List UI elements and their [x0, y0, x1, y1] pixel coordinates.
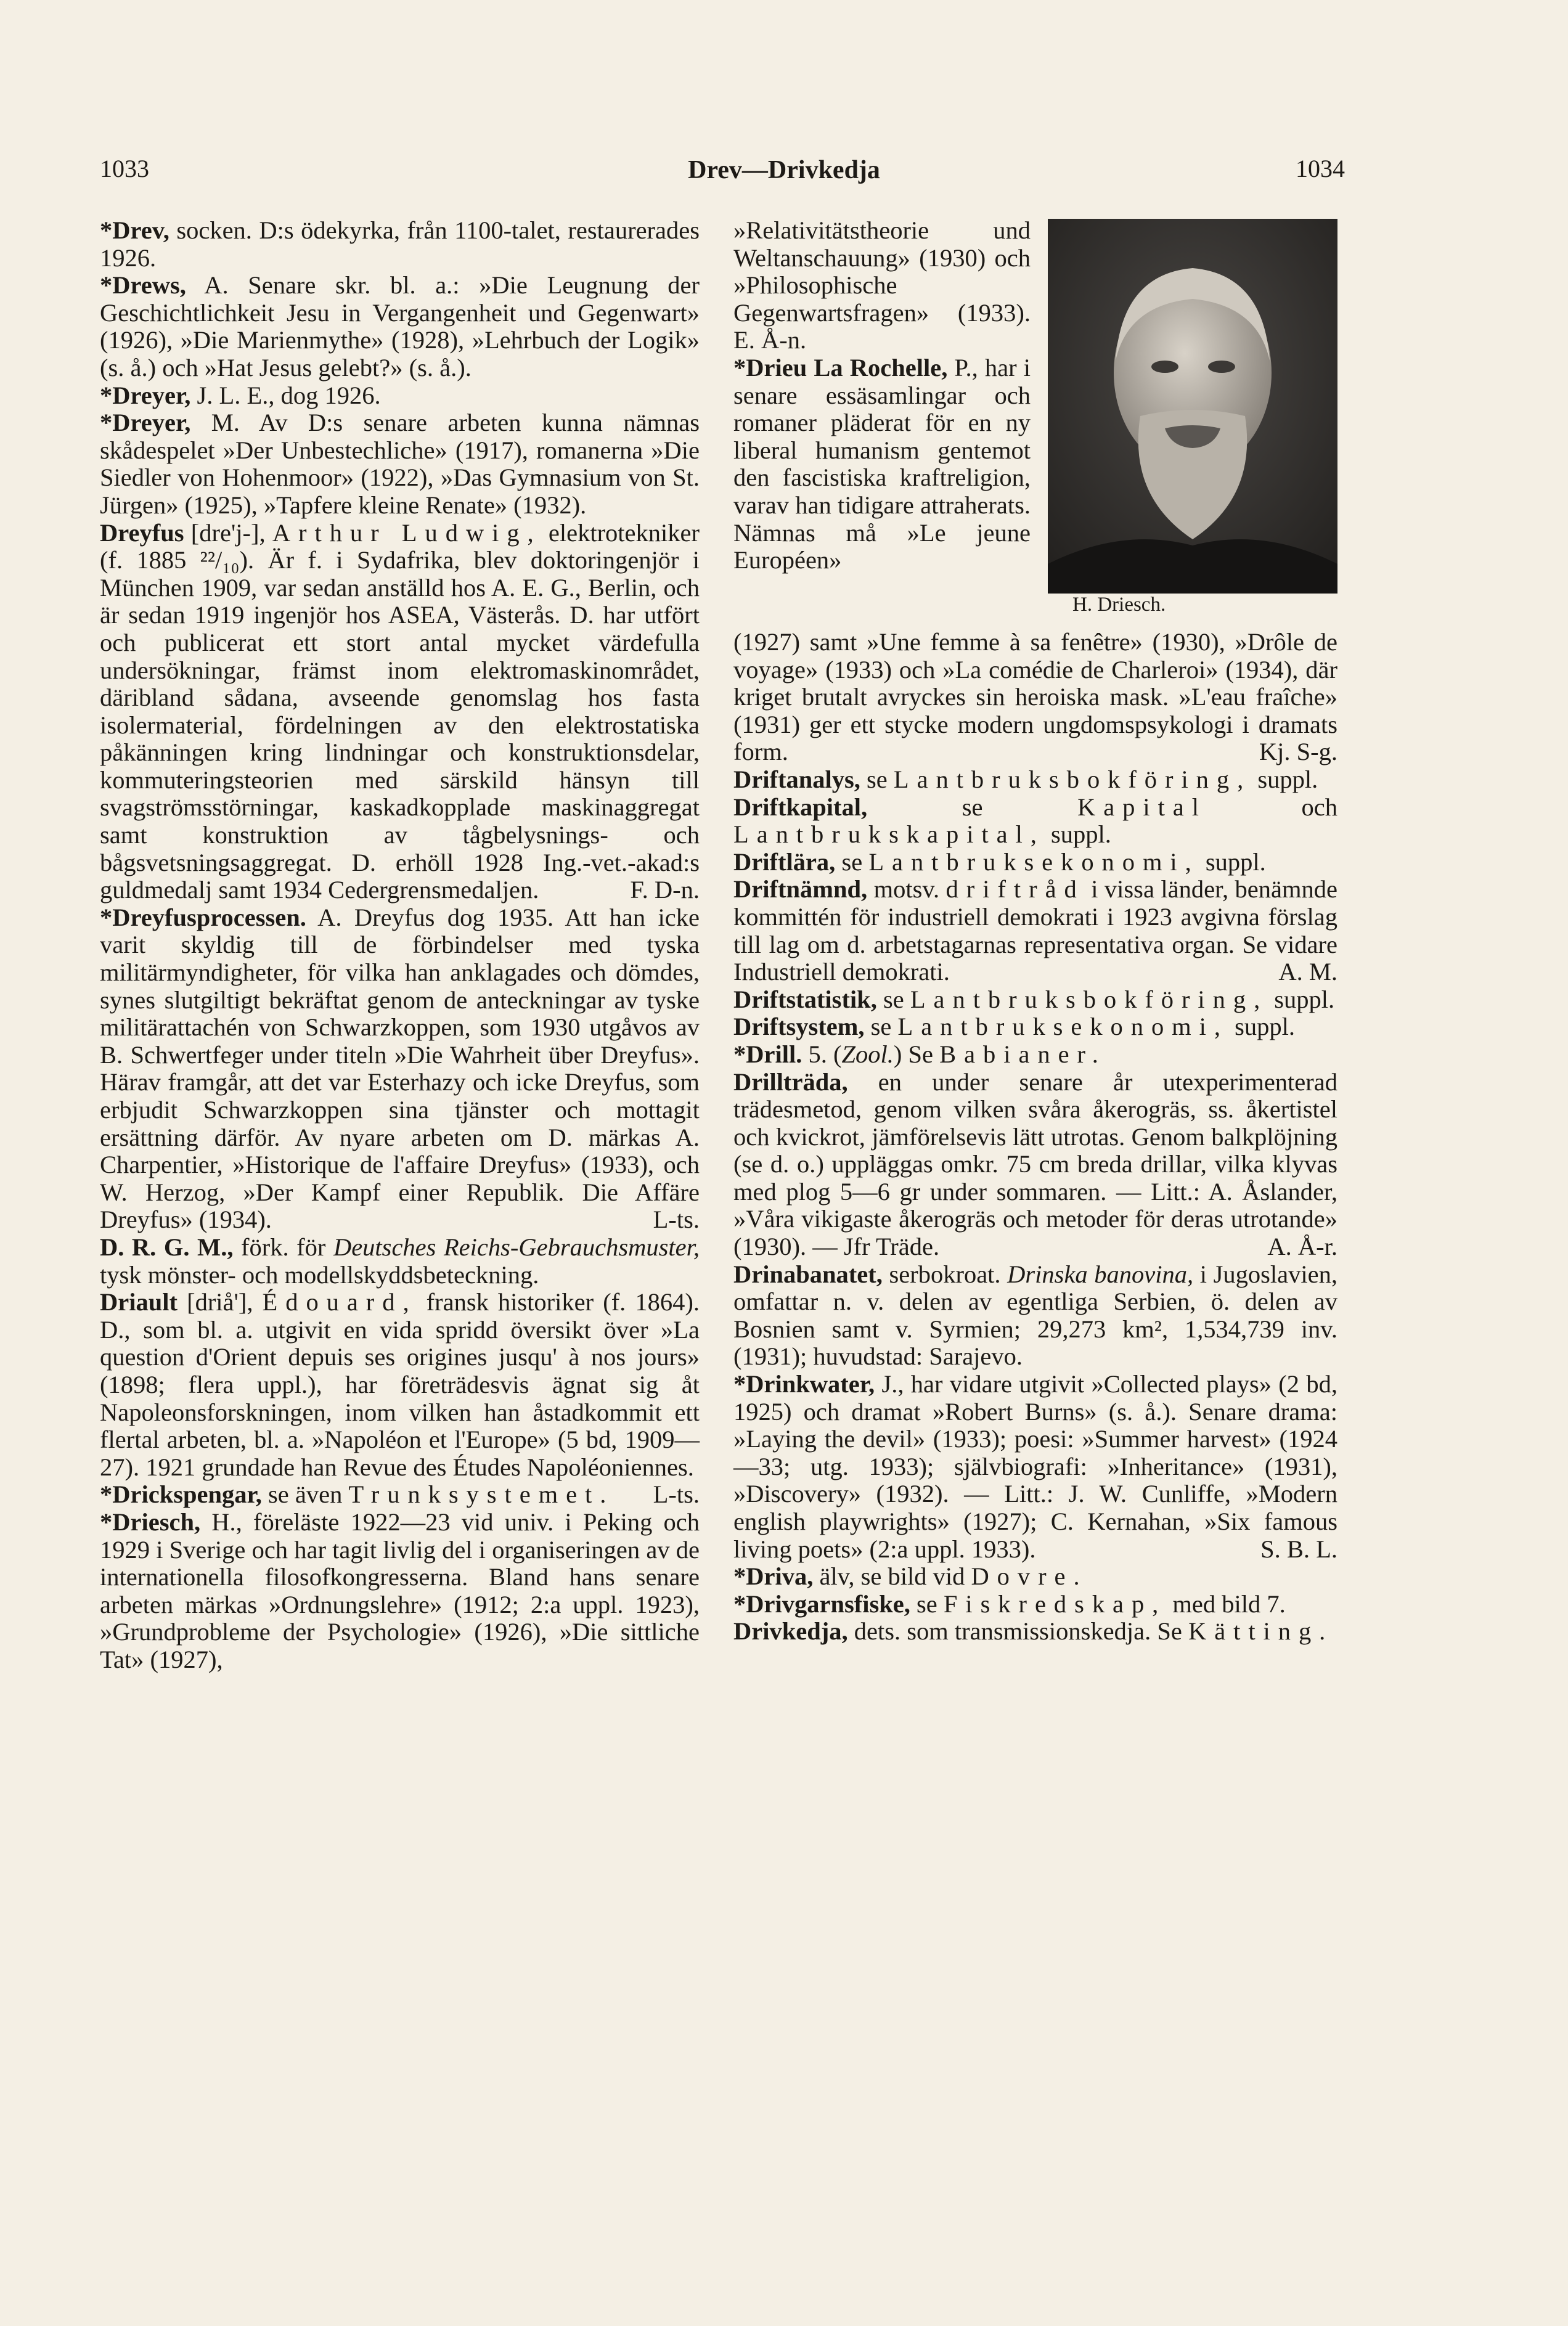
entry-body: J., har vidare utgivit »Collected plays» (2 bd, 1925) och dramat »Robert Burns» (s. å.). Senare drama: »Laying the devil» (1933); poesi: »Summer harvest» (1924—33; utg. 1933); självbiografi: »Inheritance» (1931), »Discovery» (1932). — Litt.: J. W. Cunliffe, »Modern english playwrights» (1927); C. Kernahan, »Six famous living poets» (2:a uppl. 1933). [733, 1370, 1337, 1563]
entry-spaced: Babianer. [939, 1040, 1106, 1068]
entry-head: *Driesch, [100, 1508, 201, 1536]
entry-head: Driftanalys, [733, 765, 860, 793]
entry-body: i Jugoslavien, omfattar n. v. delen av egentliga Serbien, ö. delen av Bosnien samt v. Syrmien; 29,273 km², 1,534,739 inv. (1931); huvudstad: Sarajevo. [733, 1260, 1337, 1371]
entry-body: suppl. [1268, 985, 1335, 1013]
entry [733, 1013, 1337, 1041]
entry-body: en under senare år utexperimenterad trädesmetod, genom vilken svåra åkerogräs, ss. åkertistel och kvickrot, jämförelsevis lätt utrotas. Genom balkplöjning (se d. o.) uppläggas omkr. 75 cm breda drillar, vilka klyvas med plog 5—6 gr under sommaren. — Litt.: A. Åslander, »Våra vikigaste åkerogräs och metoder för deras utrotande» (1930). — Jfr Träde. [733, 1067, 1337, 1261]
entry [733, 794, 1337, 849]
entry [733, 986, 1337, 1014]
entry-body: A. Dreyfus dog 1935. Att han icke varit skyldig till de förbindelser med tyska militärmyndigheter, för vilka han anklagades och dömdes, synes slutgiltigt bekräftat genom de anteckningar av tyske militärattachén von Schwarzkoppen, som 1930 utgåvos av B. Schwertfeger under titeln »Die Wahrheit über Dreyfus». Härav framgår, att det var Esterhazy och icke Dreyfus, som erbjudit Schwarzkoppen sina tjänster och mottagit ersättning därför. Av nyare arbeten om D. märkas A. Charpentier, »Historique de l'affaire Dreyfus» (1933), och W. Herzog, »Der Kampf einer Republik. Die Affäre Dreyfus» (1934). [100, 903, 700, 1234]
entry-body: P., har i senare essäsamlingar och romaner pläderat för en ny liberal humanism gentemot den fascistiska kraftreligion, varav han tidigare attraherats. Nämnas må »Le jeune Européen» [733, 353, 1031, 574]
entry-text: serbokroat. [882, 1260, 1008, 1288]
entry-text: och [1206, 793, 1337, 821]
entry-spaced: Trunksystemet. [348, 1480, 615, 1509]
entry [733, 1041, 1337, 1069]
entry [733, 849, 1337, 876]
entry [100, 520, 700, 904]
entry-text: [driå'], [178, 1288, 263, 1316]
entry-text: ) Se [893, 1040, 940, 1068]
entry-head: Driftsystem, [733, 1013, 865, 1041]
entry [733, 354, 1031, 574]
author-signature: L-ts. [653, 1206, 700, 1234]
entry [733, 1591, 1337, 1618]
entry-text: förk. för [233, 1233, 333, 1261]
entry-head: Drinabanatet, [733, 1260, 883, 1288]
entry-text: 5. ( [802, 1040, 842, 1068]
entry-spaced: Arthur Ludwig, [272, 518, 542, 547]
entry [733, 1261, 1337, 1371]
entry-head: Driftnämnd, [733, 875, 868, 904]
entry-body: med bild 7. [1166, 1589, 1286, 1618]
entry-head: Driftlära, [733, 847, 836, 876]
entry-text: se [876, 985, 910, 1013]
entry [733, 1069, 1337, 1261]
entry-body: fransk historiker (f. 1864). D., som bl. a. utgivit en vida spridd översikt över »La question d'Orient depuis ses origines jusqu' à nos jours» (1898; flera uppl.), har företrädesvis ägnat sig åt Napoleonsforskningen, inom vilken han åstadkommit ett flertal arbeten, bl. a. »Napoléon et l'Europe» (5 bd, 1909—27). 1921 grundade han Revue des Études Napoléoniennes. [100, 1288, 700, 1481]
author-signature: S. B. L. [1260, 1535, 1337, 1563]
entry-spaced: Dovre. [971, 1562, 1088, 1591]
entry [100, 904, 700, 1234]
running-title: Drev—Drivkedja [688, 156, 880, 184]
continued-text: »Relativitätstheorie und Weltanschauung» (1930) och »Philosophische Gegenwartsfragen» (1933). E. Å-n. [733, 216, 1031, 354]
entry-head: *Drews, [100, 271, 186, 300]
entry [100, 1234, 700, 1289]
author-signature: A. M. [1278, 958, 1337, 986]
entry [100, 272, 700, 382]
entry-body: suppl. [1251, 765, 1318, 793]
page-number-right: 1034 [1296, 155, 1345, 182]
portrait-photo [1048, 219, 1337, 594]
page-number-left: 1033 [100, 155, 149, 182]
entry [100, 382, 700, 410]
entry [100, 409, 700, 519]
entry [733, 876, 1337, 985]
entry-head: Dreyfus [100, 518, 184, 547]
entry-spaced: Lantbruksekonomi, [868, 847, 1199, 876]
entry-spaced: Kapital [1077, 793, 1207, 821]
right-column [733, 629, 1337, 1646]
entry-text: motsv. [867, 875, 946, 904]
entry-spaced: Kätting. [1188, 1617, 1334, 1646]
entry-spaced: driftråd [945, 875, 1085, 904]
continued-text [733, 629, 1337, 766]
entry-head: *Dreyfusprocessen. [100, 903, 306, 931]
entry-head: *Drev, [100, 216, 169, 244]
entry-head: Driftstatistik, [733, 985, 877, 1013]
entry [100, 1481, 700, 1509]
entry-spaced: Lantbrukskapital, [733, 820, 1045, 849]
right-column-top [733, 217, 1031, 574]
entry-head: *Drivgarnsfiske, [733, 1589, 910, 1618]
entry-text: [dre'j-], [184, 518, 272, 547]
entry-body: i vissa länder, benämnde kommittén för industriell demokrati i 1923 avgivna förslag till lag om d. arbetstagarnas representativa organ. Se vidare Industriell demokrati. [733, 875, 1337, 986]
entry [733, 766, 1337, 794]
entry-spaced: Lantbruksbokföring, [910, 985, 1268, 1013]
entry-spaced: Lantbruksekonomi, [897, 1013, 1228, 1041]
entry [100, 1509, 700, 1674]
entry-head: *Dreyer, [100, 409, 191, 437]
entry-body: M. Av D:s senare arbeten kunna nämnas skådespelet »Der Unbestechliche» (1917), romanerna »Die Siedler von Hohenmoor» (1922), »Das Gymnasium von St. Jürgen» (1925), »Tapfere kleine Renate» (1932). [100, 409, 700, 519]
entry-head: D. R. G. M., [100, 1233, 234, 1261]
entry-body: suppl. [1044, 820, 1111, 849]
entry-head: *Drieu La Rochelle, [733, 353, 948, 382]
entry-head: *Drinkwater, [733, 1370, 875, 1398]
photo-caption: H. Driesch. [1072, 594, 1166, 616]
entry-head: *Drill. [733, 1040, 802, 1068]
entry-body: (1927) samt »Une femme à sa fenêtre» (1930), »Drôle de voyage» (1933) och »La comédie de Charleroi» (1934), där kriget brutalt avryckes sin heroiska mask. »L'eau fraîche» (1931) ger ett stycke modern ungdomspsykologi i dramats form. [733, 628, 1337, 766]
entry-spaced: Fiskredskap, [943, 1589, 1167, 1618]
entry [733, 1563, 1337, 1591]
entry-head: Driault [100, 1288, 178, 1316]
entry-head: *Dreyer, [100, 381, 191, 409]
entry-text: se [835, 847, 869, 876]
entry-body: H., föreläste 1922—23 vid univ. i Peking och 1929 i Sverige och har tagit livlig del i organiseringen av de internationella filosofkongresserna. Bland hans senare arbeten märkas »Ordnungslehre» (1912; 2:a uppl. 1923), »Grundprobleme der Psychologie» (1926), »Die sittliche Tat» (1927), [100, 1508, 700, 1673]
author-signature: Kj. S-g. [1259, 738, 1337, 766]
entry [100, 217, 700, 272]
entry-body: tysk mönster- och modellskyddsbeteckning. [100, 1260, 539, 1289]
entry-head: Drivkedja, [733, 1617, 848, 1646]
entry-body: suppl. [1199, 847, 1266, 876]
entry-head: *Driva, [733, 1562, 814, 1591]
entry-italic: Drinska banovina, [1007, 1260, 1194, 1288]
entry-text: dets. som transmissionskedja. Se [847, 1617, 1188, 1646]
entry-body: elektrotekniker (f. 1885 ²²/₁₀). Är f. i Sydafrika, blev doktoringenjör i München 1909, var sedan anställd hos A. E. G., Berlin, och är sedan 1919 ingenjör hos ASEA, Västerås. D. har utfört och publicerat ett stort antal mycket värdefulla undersökningar, främst inom elektromaskinområdet, däribland sådana, avseende genomslag hos fasta isolermaterial, fördelningen av den elektrostatiska påkänningen kring lindningar och konstruktionsdelar, kommuteringsteorien med särskild hänsyn till svagströmsstörningar, kaskadkopplade maskinaggregat samt konstruktion av tågbelysnings- och bågsvetsningsaggregat. D. erhöll 1928 Ing.-vet.-akad:s guldmedalj samt 1934 Cedergrensmedaljen. [100, 518, 700, 904]
entry-text: älv, se bild vid [813, 1562, 971, 1591]
entry [733, 1618, 1337, 1646]
entry [733, 1371, 1337, 1563]
entry-head: *Drickspengar, [100, 1480, 262, 1509]
entry-text: se [867, 793, 1077, 821]
entry-italic: Deutsches Reichs-Gebrauchsmuster, [333, 1233, 700, 1261]
entry-spaced: Lantbruksbokföring, [893, 765, 1252, 793]
author-signature: F. D-n. [630, 876, 700, 904]
entry-body: suppl. [1228, 1013, 1295, 1041]
entry-text: se [910, 1589, 944, 1618]
portrait-image [1048, 219, 1337, 594]
entry-italic: Zool. [841, 1040, 894, 1068]
entry-head: Driftkapital, [733, 793, 868, 821]
entry-body: socken. D:s ödekyrka, från 1100-talet, restaurerades 1926. [100, 216, 700, 272]
entry-text: se [864, 1013, 898, 1041]
entry-body: A. Senare skr. bl. a.: »Die Leugnung der Geschichtlichkeit Jesu in Vergangenheit und Gegenwart» (1926), »Die Marienmythe» (1928), »Lehrbuch der Logik» (s. å.) och »Hat Jesus gelebt?» (s. å.). [100, 271, 700, 382]
entry-head: Drillträda, [733, 1067, 848, 1096]
author-signature: L-ts. [653, 1480, 700, 1509]
entry-text: se även [261, 1480, 349, 1509]
entry-spaced: Édouard, [262, 1288, 417, 1316]
left-column [100, 217, 700, 1673]
entry-body: J. L. E., dog 1926. [190, 381, 381, 409]
author-signature: A. Å-r. [1267, 1233, 1337, 1261]
entry-text: se [860, 765, 894, 793]
